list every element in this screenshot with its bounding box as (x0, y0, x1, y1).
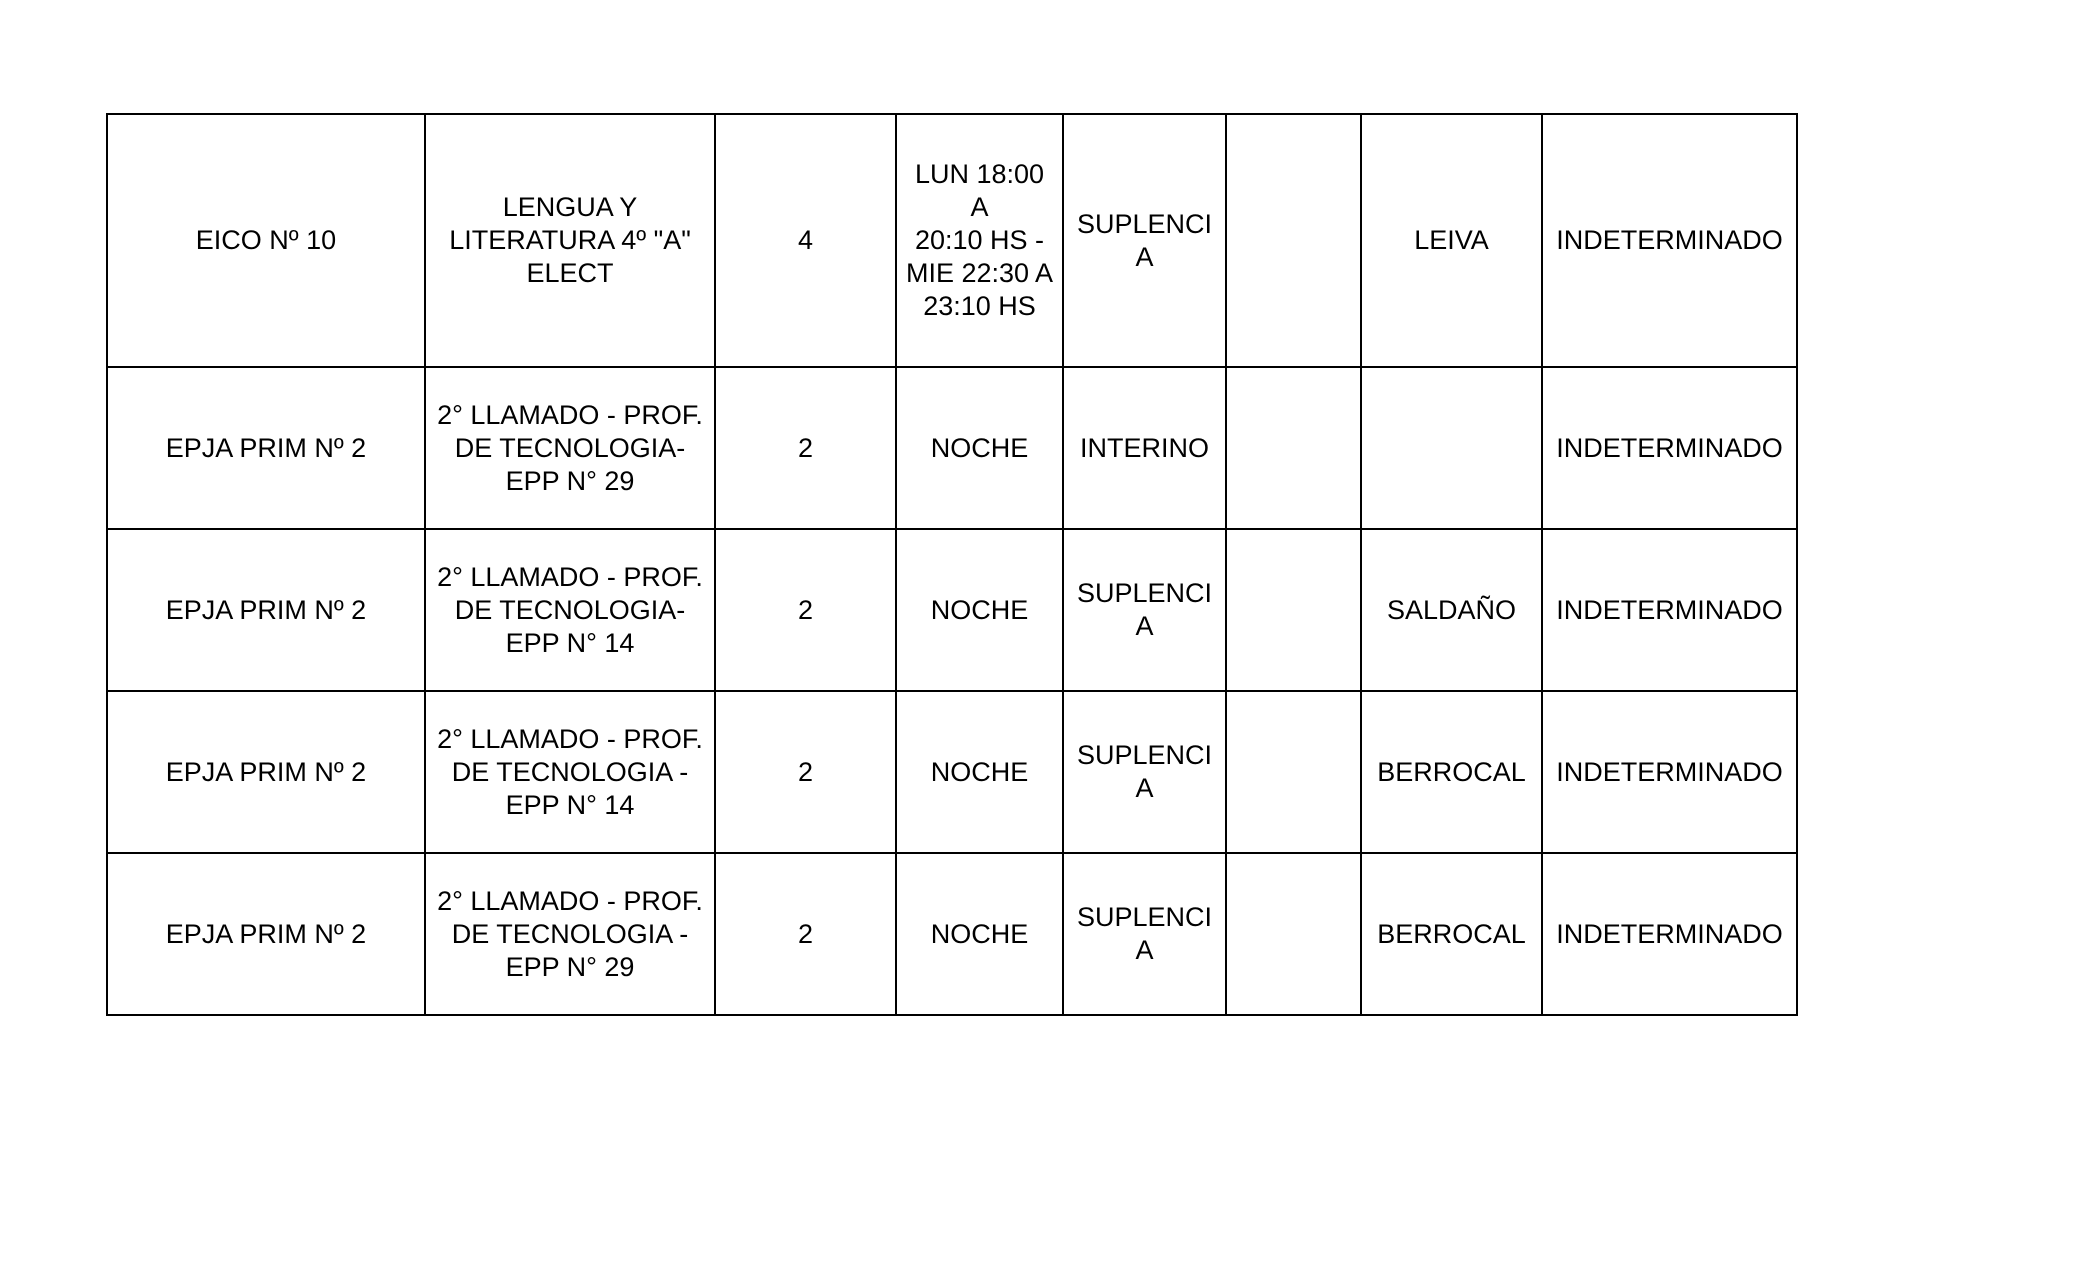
holder-cell: BERROCAL (1361, 691, 1542, 853)
school-cell: EPJA PRIM Nº 2 (107, 367, 425, 529)
holder-cell (1361, 367, 1542, 529)
schedule-cell: NOCHE (896, 529, 1063, 691)
type-cell: SUPLENCI A (1063, 114, 1226, 367)
duration-cell: INDETERMINADO (1542, 691, 1797, 853)
position-cell: 2° LLAMADO - PROF. DE TECNOLOGIA- EPP N° 14 (425, 529, 715, 691)
holder-cell: BERROCAL (1361, 853, 1542, 1015)
school-cell: EPJA PRIM Nº 2 (107, 853, 425, 1015)
duration-cell: INDETERMINADO (1542, 367, 1797, 529)
holder-cell: LEIVA (1361, 114, 1542, 367)
position-cell: 2° LLAMADO - PROF. DE TECNOLOGIA- EPP N° 29 (425, 367, 715, 529)
duration-cell: INDETERMINADO (1542, 529, 1797, 691)
schedule-cell: NOCHE (896, 853, 1063, 1015)
type-cell: SUPLENCI A (1063, 853, 1226, 1015)
duration-cell: INDETERMINADO (1542, 853, 1797, 1015)
hours-cell: 2 (715, 853, 896, 1015)
table-row (107, 853, 1797, 1015)
position-cell: LENGUA Y LITERATURA 4º "A" ELECT (425, 114, 715, 367)
blank-cell (1226, 853, 1361, 1015)
position-cell: 2° LLAMADO - PROF. DE TECNOLOGIA - EPP N° 14 (425, 691, 715, 853)
blank-cell (1226, 529, 1361, 691)
blank-cell (1226, 114, 1361, 367)
type-cell: INTERINO (1063, 367, 1226, 529)
hours-cell: 4 (715, 114, 896, 367)
school-cell: EICO Nº 10 (107, 114, 425, 367)
type-cell: SUPLENCI A (1063, 691, 1226, 853)
hours-cell: 2 (715, 529, 896, 691)
table-row (107, 691, 1797, 853)
hours-cell: 2 (715, 367, 896, 529)
type-cell: SUPLENCI A (1063, 529, 1226, 691)
table-row (107, 529, 1797, 691)
blank-cell (1226, 367, 1361, 529)
holder-cell: SALDAÑO (1361, 529, 1542, 691)
hours-cell: 2 (715, 691, 896, 853)
schedule-cell: NOCHE (896, 691, 1063, 853)
school-cell: EPJA PRIM Nº 2 (107, 529, 425, 691)
school-cell: EPJA PRIM Nº 2 (107, 691, 425, 853)
duration-cell: INDETERMINADO (1542, 114, 1797, 367)
vacancy-table (106, 113, 1798, 1016)
blank-cell (1226, 691, 1361, 853)
schedule-cell: NOCHE (896, 367, 1063, 529)
schedule-cell: LUN 18:00 A 20:10 HS - MIE 22:30 A 23:10 HS (896, 114, 1063, 367)
table-row (107, 114, 1797, 367)
position-cell: 2° LLAMADO - PROF. DE TECNOLOGIA - EPP N° 29 (425, 853, 715, 1015)
table-row (107, 367, 1797, 529)
